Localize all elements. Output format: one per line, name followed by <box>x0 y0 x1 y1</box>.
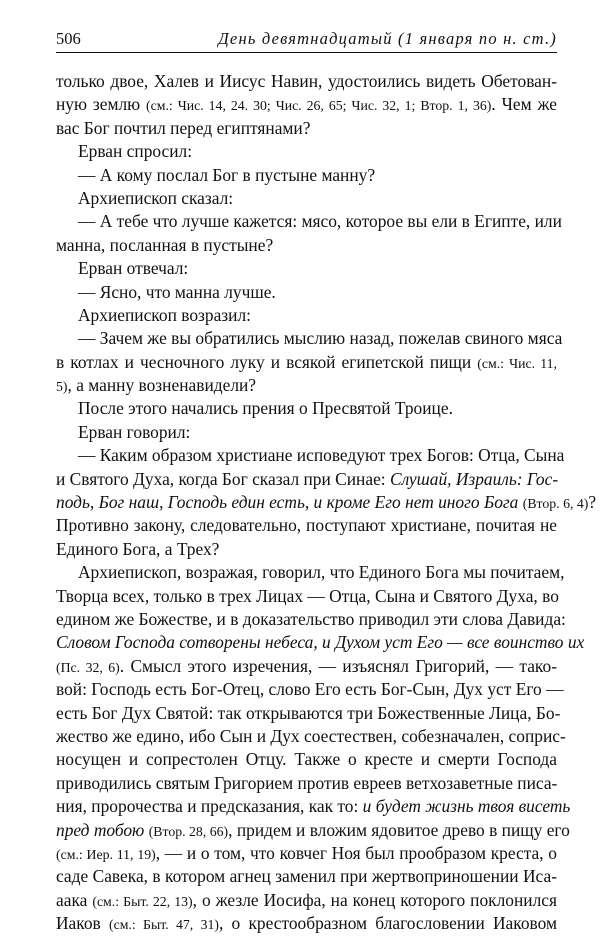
text-line <box>56 351 557 374</box>
running-title: День девятнадцатый (1 января по н. ст.) <box>218 29 557 48</box>
scripture-reference: (см.: Быт. 22, 13) <box>92 893 193 909</box>
text-line <box>56 93 557 116</box>
text-run: аака <box>56 889 93 910</box>
text-run: ния, пророчества и предсказания, как то: <box>56 796 363 817</box>
text-run: — А кому послал Бог в пустыне манну? <box>78 164 376 185</box>
text-run: . Чем же <box>491 94 557 115</box>
text-line <box>56 912 557 935</box>
italic-quotation: подь, Бог наш, Господь един есть, и кроме Его нет иного Бога <box>56 492 519 513</box>
text-line <box>56 374 557 397</box>
text-line <box>56 585 557 608</box>
text-line <box>56 538 557 561</box>
text-line <box>56 795 571 818</box>
text-line <box>56 257 557 280</box>
italic-quotation: Слушай, Израиль: Гос- <box>389 468 559 489</box>
italic-quotation: и будет жизнь твоя висеть <box>362 796 571 817</box>
text-line <box>56 468 557 491</box>
text-run: . Смысл этого изречения, — изъяснял Григорий, — тако- <box>119 655 557 676</box>
text-line <box>56 725 566 748</box>
text-run: ? <box>588 492 597 513</box>
header-rule <box>56 52 557 53</box>
text-run: приводились святым Григорием против евреев ветхозаветные писа- <box>56 772 558 793</box>
scripture-reference: (см.: Чис. 11, <box>477 355 557 371</box>
text-line <box>56 889 557 912</box>
text-line <box>56 631 585 654</box>
text-line <box>56 491 597 514</box>
text-run: — Зачем же вы обратились мыслию назад, пожелав свиного мяса <box>78 328 563 349</box>
text-line <box>56 397 557 420</box>
text-line <box>56 655 557 678</box>
text-line <box>56 561 565 584</box>
scripture-reference: (см.: Быт. 47, 31) <box>108 917 219 933</box>
scripture-reference: (Втор. 6, 4) <box>522 496 589 512</box>
text-line <box>56 702 561 725</box>
text-line <box>56 281 557 304</box>
text-run: вас Бог почтил перед египтянами? <box>56 117 311 138</box>
text-run: Архиепископ, возражая, говорил, что Единого Бога мы почитаем, <box>78 562 565 583</box>
text-line <box>56 865 557 888</box>
text-run: Архиепископ возразил: <box>78 304 251 325</box>
text-line <box>56 608 566 631</box>
text-run: едином же Божестве, и в доказательство приводил эти слова Давида: <box>56 608 566 629</box>
text-line <box>56 234 557 257</box>
text-run: и Святого Духа, когда Бог сказал при Синае: <box>56 468 390 489</box>
text-line <box>56 819 570 842</box>
text-run: в котлах и чесночного луку и всякой египетской пищи <box>56 351 478 372</box>
text-line <box>56 164 557 187</box>
text-line <box>56 748 557 771</box>
text-run: манна, посланная в пустыне? <box>56 234 274 255</box>
text-run: Единого Бога, а Трех? <box>56 538 220 559</box>
page-number: 506 <box>56 29 81 48</box>
text-line <box>56 678 564 701</box>
text-run: , — и о том, что ковчег Ноя был прообразом креста, о <box>155 842 558 863</box>
text-line <box>56 117 557 140</box>
text-run: Творца всех, только в трех Лицах — Отца, Сына и Святого Духа, во <box>56 585 559 606</box>
text-run: , о крестообразном благословении Иаковом <box>218 913 557 934</box>
text-run: саде Савека, в котором агнец заменил при жертвоприношении Иса- <box>56 866 557 887</box>
text-run: Ерван отвечал: <box>78 258 189 279</box>
text-line <box>56 187 557 210</box>
text-run: Ерван спросил: <box>78 141 193 162</box>
text-run: носущен и сопрестолен Отцу. Также о кресте и смерти Господа <box>56 749 557 770</box>
text-line <box>56 514 557 537</box>
text-line <box>56 327 563 350</box>
text-line <box>56 210 562 233</box>
body-text <box>56 70 597 935</box>
text-run: Иаков <box>56 913 109 934</box>
text-run: , а манну возненавидели? <box>67 375 257 396</box>
scripture-reference: (Втор. 28, 66) <box>148 823 229 839</box>
text-line <box>56 842 557 865</box>
text-run: Архиепископ сказал: <box>78 187 234 208</box>
scripture-reference: (см.: Чис. 14, 24. 30; Чис. 26, 65; Чис. 32, 1; Втор. 1, 36) <box>146 98 492 114</box>
page-header <box>56 28 557 50</box>
text-line <box>56 70 557 93</box>
text-run: — Ясно, что манна лучше. <box>78 281 276 302</box>
text-run: Ерван говорил: <box>78 421 191 442</box>
text-run: — Каким образом христиане исповедуют трех Богов: Отца, Сына <box>78 445 565 466</box>
text-line <box>56 772 557 795</box>
scripture-reference: (Пс. 32, 6) <box>56 659 120 675</box>
text-run: ную землю <box>56 94 147 115</box>
text-run: , о жезле Иосифа, на конец которого поклонился <box>192 889 557 910</box>
text-run: есть Бог Дух Святой: так открываются три Божественные Лица, Бо- <box>56 702 561 723</box>
text-line <box>56 304 557 327</box>
text-run: Противно закону, следовательно, поступают христиане, почитая не <box>56 515 557 536</box>
italic-quotation: пред тобою <box>56 819 145 840</box>
text-run: , придем и вложим ядовитое древо в пищу его <box>228 819 570 840</box>
italic-quotation: Словом Господа сотворены небеса, и Духом уст Его — все воинство их <box>56 632 585 653</box>
text-run: После этого начались прения о Пресвятой Троице. <box>78 398 453 419</box>
scripture-reference: (см.: Иер. 11, 19) <box>56 846 156 862</box>
text-line <box>56 140 557 163</box>
text-run: вой: Господь есть Бог-Отец, слово Его есть Бог-Сын, Дух уст Его — <box>56 679 564 700</box>
text-line <box>56 444 565 467</box>
text-run: только двое, Халев и Иисус Навин, удостоились видеть Обетован- <box>56 71 557 91</box>
text-line <box>56 421 557 444</box>
text-run: жество же едино, ибо Сын и Дух соестествен, собезначален, соприс- <box>56 725 566 746</box>
text-run: — А тебе что лучше кажется: мясо, которое вы ели в Египте, или <box>78 211 562 232</box>
scripture-reference: 5) <box>56 379 68 395</box>
